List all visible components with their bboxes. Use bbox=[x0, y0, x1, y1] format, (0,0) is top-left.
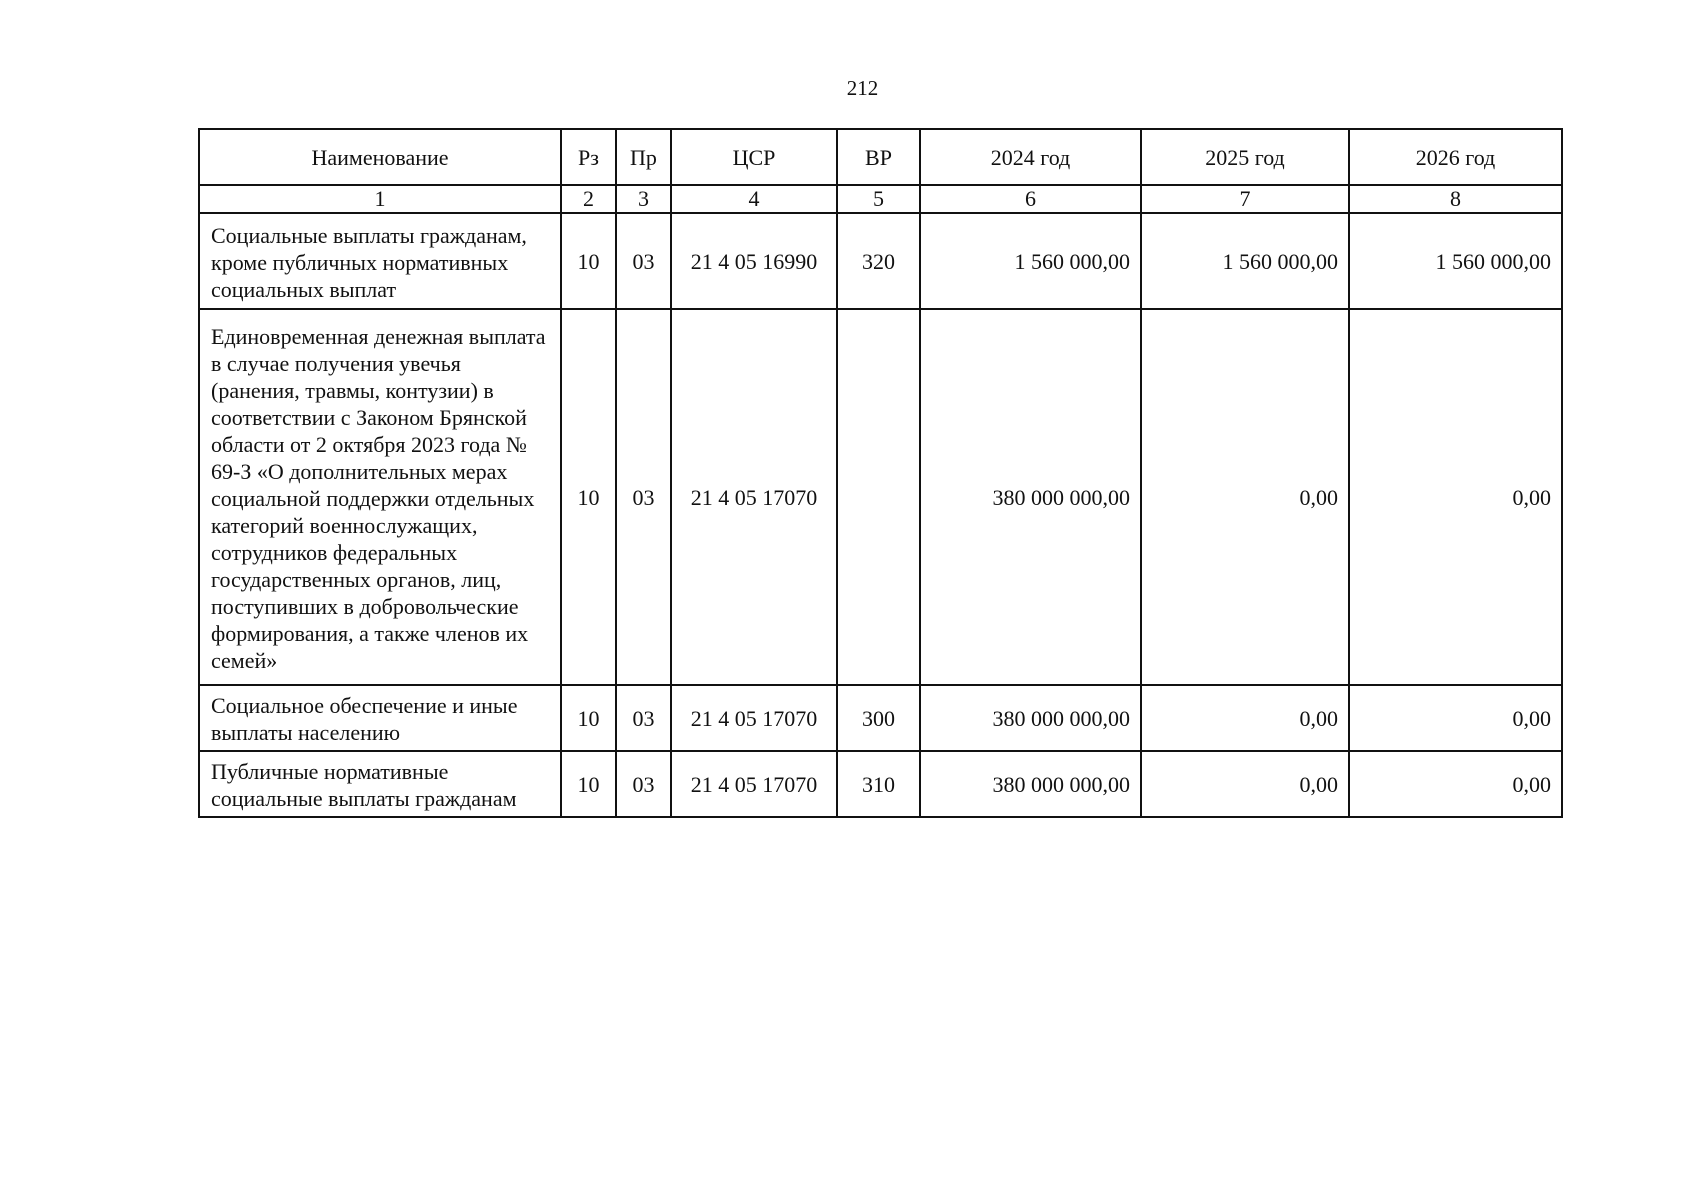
column-number: 3 bbox=[616, 185, 671, 213]
row-amount-2025: 0,00 bbox=[1141, 309, 1349, 685]
row-amount-2025: 1 560 000,00 bbox=[1141, 213, 1349, 309]
row-name: Публичные нормативные социальные выплаты гражданам bbox=[199, 751, 561, 817]
column-number: 4 bbox=[671, 185, 837, 213]
row-vr bbox=[837, 309, 920, 685]
row-amount-2026: 1 560 000,00 bbox=[1349, 213, 1562, 309]
row-name: Социальные выплаты гражданам, кроме публичных нормативных социальных выплат bbox=[199, 213, 561, 309]
row-name: Единовременная денежная выплата в случае получения увечья (ранения, травмы, контузии) в соответствии с Законом Брянской области от 2 октября 2023 года № 69-З «О дополнительных мерах социальной поддержки отдельных категорий военнослужащих, сотрудников федеральных государственных органов, лиц, поступивших в добровольческие формирования, а также членов их семей» bbox=[199, 309, 561, 685]
column-number: 7 bbox=[1141, 185, 1349, 213]
column-header-csr: ЦСР bbox=[671, 129, 837, 185]
column-header-rz: Рз bbox=[561, 129, 616, 185]
row-amount-2026: 0,00 bbox=[1349, 685, 1562, 751]
table-row bbox=[199, 213, 1562, 309]
column-header-2024: 2024 год bbox=[920, 129, 1141, 185]
row-csr: 21 4 05 17070 bbox=[671, 685, 837, 751]
row-amount-2024: 380 000 000,00 bbox=[920, 309, 1141, 685]
row-vr: 320 bbox=[837, 213, 920, 309]
column-number: 2 bbox=[561, 185, 616, 213]
column-header-name: Наименование bbox=[199, 129, 561, 185]
column-header-pr: Пр bbox=[616, 129, 671, 185]
column-number: 5 bbox=[837, 185, 920, 213]
table-row bbox=[199, 685, 1562, 751]
row-amount-2025: 0,00 bbox=[1141, 751, 1349, 817]
table-row bbox=[199, 309, 1562, 685]
row-rz: 10 bbox=[561, 309, 616, 685]
row-rz: 10 bbox=[561, 751, 616, 817]
row-amount-2024: 380 000 000,00 bbox=[920, 685, 1141, 751]
header-row bbox=[199, 129, 1562, 185]
column-number-row bbox=[199, 185, 1562, 213]
column-number: 6 bbox=[920, 185, 1141, 213]
row-csr: 21 4 05 16990 bbox=[671, 213, 837, 309]
column-number: 1 bbox=[199, 185, 561, 213]
table-row bbox=[199, 751, 1562, 817]
row-pr: 03 bbox=[616, 309, 671, 685]
row-rz: 10 bbox=[561, 685, 616, 751]
row-vr: 300 bbox=[837, 685, 920, 751]
row-name: Социальное обеспечение и иные выплаты населению bbox=[199, 685, 561, 751]
row-pr: 03 bbox=[616, 213, 671, 309]
column-header-2025: 2025 год bbox=[1141, 129, 1349, 185]
row-rz: 10 bbox=[561, 213, 616, 309]
budget-table bbox=[198, 128, 1563, 818]
column-number: 8 bbox=[1349, 185, 1562, 213]
row-csr: 21 4 05 17070 bbox=[671, 751, 837, 817]
column-header-vr: ВР bbox=[837, 129, 920, 185]
row-amount-2026: 0,00 bbox=[1349, 309, 1562, 685]
row-pr: 03 bbox=[616, 751, 671, 817]
column-header-2026: 2026 год bbox=[1349, 129, 1562, 185]
row-csr: 21 4 05 17070 bbox=[671, 309, 837, 685]
row-amount-2025: 0,00 bbox=[1141, 685, 1349, 751]
row-amount-2024: 1 560 000,00 bbox=[920, 213, 1141, 309]
row-pr: 03 bbox=[616, 685, 671, 751]
page-number: 212 bbox=[846, 76, 879, 100]
row-amount-2024: 380 000 000,00 bbox=[920, 751, 1141, 817]
row-amount-2026: 0,00 bbox=[1349, 751, 1562, 817]
row-vr: 310 bbox=[837, 751, 920, 817]
